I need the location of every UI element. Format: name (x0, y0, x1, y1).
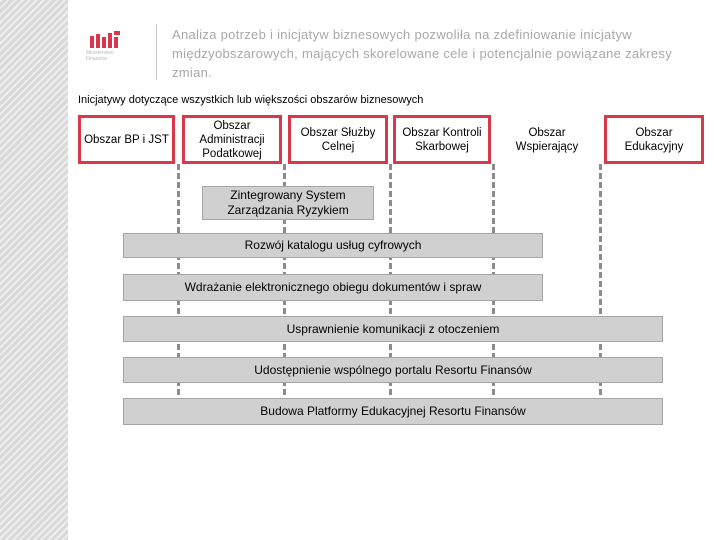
initiative-label: Wdrażanie elektronicznego obiegu dokumentów i spraw (184, 280, 482, 294)
initiative-label: Zintegrowany System Zarządzania Ryzykiem (227, 188, 349, 217)
initiative-bar (123, 274, 543, 301)
header-divider (156, 24, 157, 80)
area-label: Obszar Służby Celnej (300, 126, 376, 153)
area-label: Obszar Edukacyjny (624, 126, 684, 153)
area-box (393, 115, 491, 164)
area-box (182, 115, 282, 164)
initiative-bar (123, 357, 663, 383)
diagram-heading: Inicjatywy dotyczące wszystkich lub większości obszarów biznesowych (78, 94, 424, 106)
ministry-logo-text (86, 50, 130, 62)
initiative-label: Udostępnienie wspólnego portalu Resortu Finansów (254, 362, 532, 377)
area-connector-line (599, 164, 602, 422)
area-label: Obszar BP i JST (84, 133, 169, 146)
ministry-logo-icon (86, 28, 130, 50)
slide-title: Analiza potrzeb i inicjatyw biznesowych pozwoliła na zdefiniowanie inicjatyw międzyobszarowych, mających skorelowane cele i potencjalnie powiązane zakresy zmian. (172, 27, 672, 80)
initiative-label: Usprawnienie komunikacji z otoczeniem (286, 321, 500, 336)
logo-text-line1: Ministerstwo (86, 50, 114, 56)
area-label: Obszar Kontroli Skarbowej (402, 126, 482, 153)
decorative-sidebar (0, 0, 68, 540)
initiative-label: Budowa Platformy Edukacyjnej Resortu Finansów (260, 404, 526, 418)
initiative-bar (202, 186, 374, 220)
ministry-logo (86, 28, 130, 68)
initiative-bar (123, 398, 663, 425)
area-box (497, 115, 597, 164)
initiative-label: Rozwój katalogu usług cyfrowych (244, 238, 422, 252)
area-label: Obszar Administracji Podatkowej (199, 119, 265, 160)
initiative-bar (123, 316, 663, 342)
area-box (78, 115, 175, 164)
area-box (288, 115, 388, 164)
area-box (604, 115, 704, 164)
logo-text-line2: Finansów (86, 56, 108, 62)
area-label: Obszar Wspierający (515, 126, 579, 153)
initiative-bar (123, 233, 543, 258)
